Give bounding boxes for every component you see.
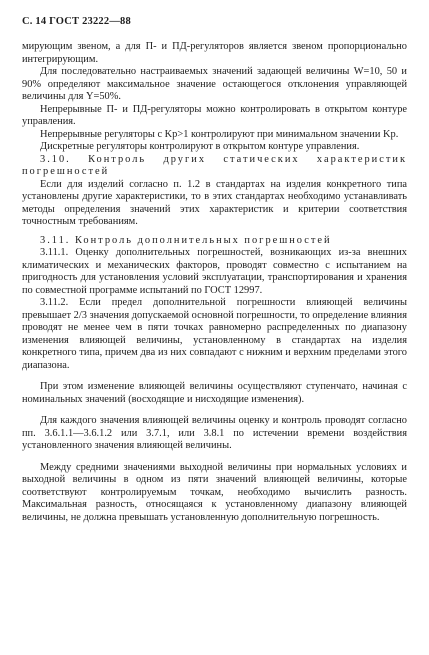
page-header: С. 14 ГОСТ 23222—88 xyxy=(22,16,131,27)
section-heading: 3.10. Контроль других статических характеристик погрешностей xyxy=(22,153,407,177)
section-heading: 3.11. Контроль дополнительных погрешностей xyxy=(40,234,332,246)
paragraph: Для последовательно настраиваемых значений задающей величины W=10, 50 и 90% определяют максимальное значение остающегося отклонения управляющей величины для Y=50%. xyxy=(22,66,407,102)
paragraph: Если для изделий согласно п. 1.2 в стандартах на изделия конкретного типа установлены другие характеристики, то в этих стандартах необходимо устанавливать методы определения значений этих характеристик и критерии соответствия точностным требованиям. xyxy=(22,178,407,227)
paragraph: Непрерывные регуляторы с Kp>1 контролируют при минимальном значении Kp. xyxy=(40,128,399,140)
paragraph: Между средними значениями выходной величины при нормальных условиях и выходной величины в одном из пяти значений влияющей величины, которые соответствуют контролируемым точкам, необходимо вычислить разность. Максимальная разность, относящаяся к установленному диапазону влияющей величины, не должна превышать установленную дополнительную погрешность. xyxy=(22,461,407,523)
paragraph: Для каждого значения влияющей величины оценку и контроль проводят согласно пп. 3.6.1.1—3.6.1.2 или 3.7.1, или 3.8.1 по истечении времени воздействия установленного значения влияющей величины. xyxy=(22,415,407,451)
body-text xyxy=(22,41,407,524)
paragraph: 3.11.2. Если предел дополнительной погрешности влияющей величины превышает 2/3 значения допускаемой основной погрешности, то определение влияния проводят не менее чем в пяти точках равномерно распределенных по диапазону изменения влияющей величины, установленному в стандартах на изделия конкретного типа, причем два из них совпадают с нижним и верхним пределами этого диапазона. xyxy=(22,297,407,371)
paragraph: Непрерывные П- и ПД-регуляторы можно контролировать в открытом контуре управления. xyxy=(22,103,407,127)
paragraph: 3.11.1. Оценку дополнительных погрешностей, возникающих из-за внешних климатических и механических факторов, проводят совместно с испытанием на пригодность для установления условий эксплуатации, транспортирования и хранения по совместной программе испытаний по ГОСТ 12997. xyxy=(22,247,407,296)
paragraph: мирующим звеном, а для П- и ПД-регуляторов является звеном пропорционально интегрирующим. xyxy=(22,41,407,65)
paragraph: Дискретные регуляторы контролируют в открытом контуре управления. xyxy=(40,141,360,152)
paragraph: При этом изменение влияющей величины осуществляют ступенчато, начиная с номинальных значений (восходящие и нисходящие изменения). xyxy=(22,381,407,405)
